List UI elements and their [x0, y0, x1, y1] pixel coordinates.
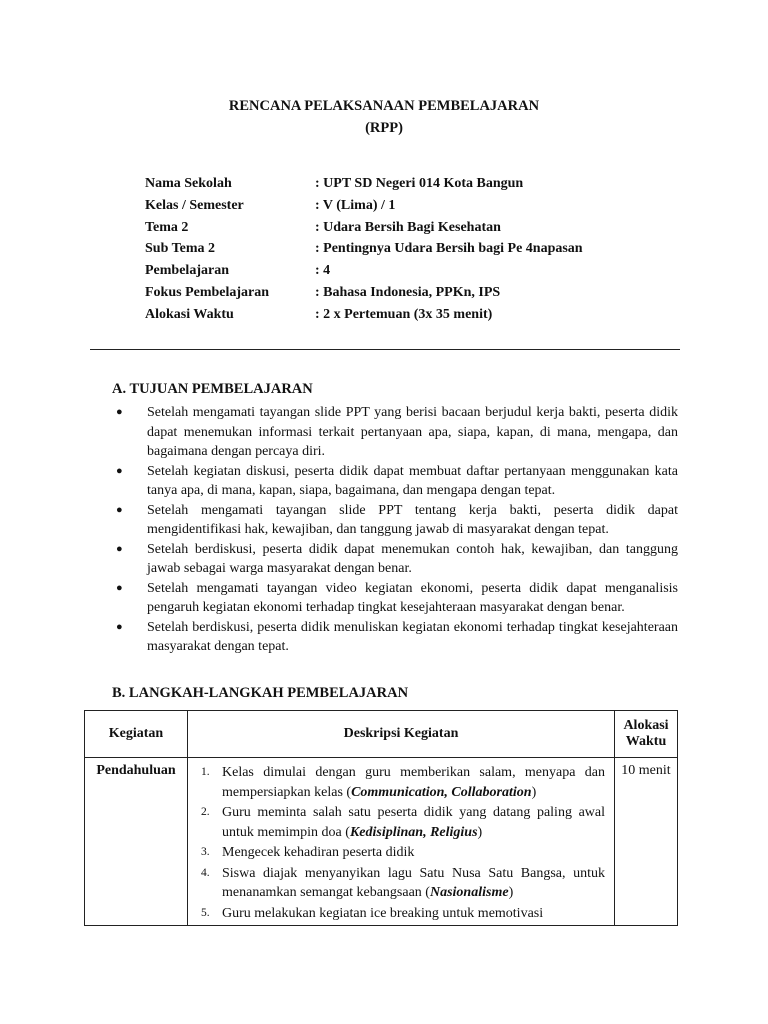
step-text-main: Kelas dimulai dengan guru memberikan salam, menyapa dan mempersiapkan kelas ( [222, 765, 605, 800]
identity-value: : Udara Bersih Bagi Kesehatan [315, 219, 501, 235]
identity-label: Fokus Pembelajaran [145, 284, 270, 300]
identity-value: : 4 [315, 263, 331, 279]
objective-text: Setelah kegiatan diskusi, peserta didik dapat membuat daftar pertanyaan menggunakan kata tanya apa, di mana, kapan, siapa, bagaimana, dan mengapa dengan tepat. [147, 463, 678, 498]
table-row [85, 758, 678, 926]
section-b-heading: B. LANGKAH-LANGKAH PEMBELAJARAN [112, 685, 409, 701]
step-number: 5. [201, 906, 210, 919]
identity-label: Alokasi Waktu [145, 306, 234, 322]
bullet-icon: ● [116, 464, 123, 477]
identity-label: Nama Sekolah [145, 176, 232, 191]
identity-label: Tema 2 [145, 219, 189, 235]
identity-value: : 2 x Pertemuan (3x 35 menit) [315, 306, 493, 322]
step-text [222, 763, 605, 802]
step-text [222, 904, 605, 924]
document-subtitle: (RPP) [365, 120, 403, 136]
step-list [189, 759, 613, 923]
step-text [222, 843, 605, 863]
list-item [112, 540, 678, 579]
identity-row [145, 198, 583, 220]
objective-text: Setelah mengamati tayangan slide PPT tentang kerja bakti, peserta didik dapat mengidentifikasi hak, kewajiban, dan tanggung jawab di masyarakat dengan tepat. [147, 502, 678, 537]
identity-row [145, 307, 583, 329]
identity-row [145, 220, 583, 242]
bullet-icon: ● [116, 542, 123, 555]
step-number: 4. [201, 866, 210, 879]
bullet-icon: ● [116, 503, 123, 516]
step-text [222, 864, 605, 903]
list-item [112, 579, 678, 618]
identity-label: Pembelajaran [145, 263, 229, 279]
identity-label: Kelas / Semester [145, 197, 244, 213]
description-cell [188, 758, 615, 926]
horizontal-divider [90, 349, 680, 350]
identity-value: : V (Lima) / 1 [315, 197, 396, 213]
step-text [222, 803, 605, 842]
bullet-icon: ● [116, 406, 123, 418]
bullet-icon: ● [116, 581, 123, 594]
identity-row [145, 241, 583, 263]
table-header-row [85, 711, 678, 758]
step-text-main: Mengecek kehadiran peserta didik [222, 845, 415, 860]
column-header-kegiatan: Kegiatan [85, 711, 188, 758]
step-text-main: Siswa diajak menyanyikan lagu Satu Nusa Satu Bangsa, untuk menanamkan semangat kebangsaan ( [222, 865, 605, 900]
identity-block [145, 176, 583, 329]
allocation-cell: 10 menit [615, 758, 678, 926]
identity-row [145, 285, 583, 307]
identity-row [145, 263, 583, 285]
section-a-heading: A. TUJUAN PEMBELAJARAN [112, 381, 313, 397]
step-text-after: ) [531, 784, 537, 800]
step-text-main: Guru meminta salah satu peserta didik yang datang paling awal untuk memimpin doa ( [222, 805, 605, 840]
objective-text: Setelah berdiskusi, peserta didik menuliskan kegiatan ekonomi terhadap tingkat kesejahteraan masyarakat dengan tepat. [147, 619, 678, 654]
column-header-deskripsi: Deskripsi Kegiatan [188, 711, 615, 758]
step-emphasis: Communication, Collaboration [351, 784, 532, 800]
list-item [112, 462, 678, 501]
objective-text: Setelah berdiskusi, peserta didik dapat menemukan contoh hak, kewajiban, dan tanggung jawab sebagai warga masyarakat dengan benar. [147, 541, 678, 576]
column-header-alokasi: Alokasi Waktu [615, 711, 678, 758]
identity-value: : UPT SD Negeri 014 Kota Bangun [315, 176, 524, 191]
step-item [195, 843, 605, 863]
step-number: 3. [201, 846, 210, 858]
identity-row [145, 176, 583, 198]
step-item [195, 864, 605, 903]
step-item [195, 904, 605, 924]
identity-value: : Bahasa Indonesia, PPKn, IPS [315, 284, 501, 300]
stage-cell: Pendahuluan [85, 758, 188, 926]
step-text-after: ) [477, 824, 483, 840]
list-item [112, 403, 678, 462]
step-text-main: Guru melakukan kegiatan ice breaking untuk memotivasi [222, 905, 544, 921]
objective-text: Setelah mengamati tayangan slide PPT yang berisi bacaan berjudul kerja bakti, peserta didik dapat menemukan informasi terkait pertanyaan apa, siapa, kapan, di mana, mengapa, dan bagaimana dengan percaya diri. [147, 405, 678, 459]
step-item [195, 803, 605, 842]
document-title: RENCANA PELAKSANAAN PEMBELAJARAN [228, 98, 540, 114]
identity-value: : Pentingnya Udara Bersih bagi Pe 4napasan [315, 241, 583, 257]
step-emphasis: Kedisiplinan, Religius [349, 824, 478, 840]
identity-label: Sub Tema 2 [145, 241, 216, 257]
step-number: 2. [201, 806, 210, 818]
list-item [112, 501, 678, 540]
step-number: 1. [201, 766, 210, 778]
step-emphasis: Nasionalisme [429, 885, 509, 900]
steps-table [84, 710, 678, 926]
step-text-after: ) [508, 885, 514, 900]
objective-text: Setelah mengamati tayangan video kegiatan ekonomi, peserta didik dapat menganalisis pengaruh kegiatan ekonomi terhadap tingkat kesejahteraan masyarakat dengan benar. [147, 580, 678, 615]
step-item [195, 763, 605, 802]
bullet-icon: ● [116, 620, 123, 633]
objectives-list [112, 403, 678, 657]
list-item [112, 618, 678, 657]
